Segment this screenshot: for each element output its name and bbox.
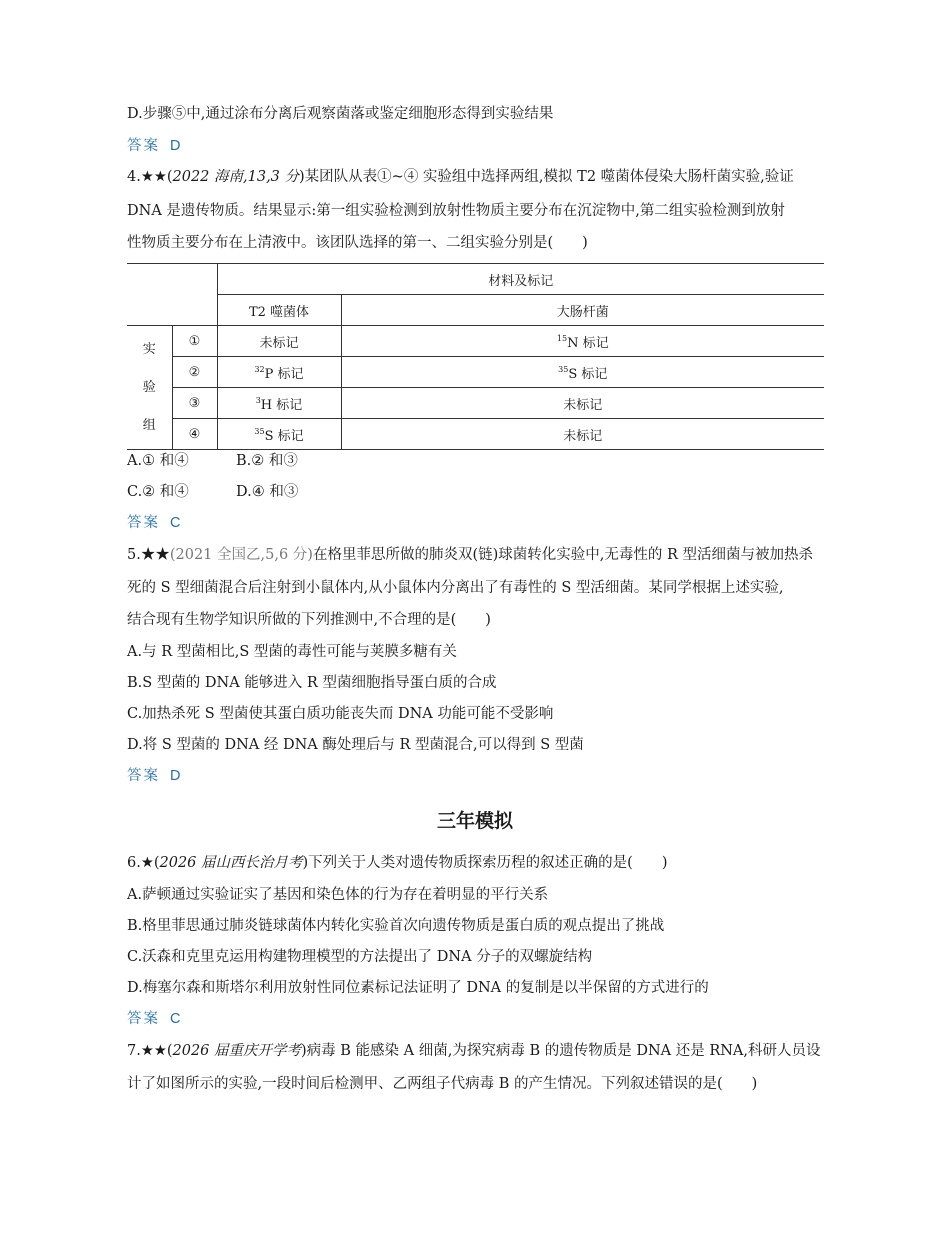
q6-stem-text: )下列关于人类对遗传物质探索历程的叙述正确的是( ) bbox=[302, 855, 668, 871]
q4-number: 4.★★( bbox=[127, 169, 173, 185]
ecoli-label: $^{15}$N 标记 bbox=[341, 326, 824, 357]
group-label-cell bbox=[127, 326, 172, 450]
phage-label: $^{32}$P 标记 bbox=[217, 357, 341, 388]
q4-source: 2022 海南,13,3 分 bbox=[172, 169, 300, 185]
table-row bbox=[127, 419, 824, 450]
answer-label: 答案 bbox=[127, 768, 160, 784]
answer-value: D bbox=[170, 768, 181, 784]
q7-stem-line1 bbox=[127, 1041, 821, 1061]
row-index: ④ bbox=[172, 419, 217, 450]
q7-stem-line2: 计了如图所示的实验,一段时间后检测甲、乙两组子代病毒 B 的产生情况。下列叙述错误的是( ) bbox=[127, 1076, 758, 1092]
q5-option-b: B.S 型菌的 DNA 能够进入 R 型菌细胞指导蛋白质的合成 bbox=[127, 675, 497, 691]
answer-label: 答案 bbox=[127, 138, 160, 154]
table-row bbox=[127, 357, 824, 388]
phage-label: $^3$H 标记 bbox=[217, 388, 341, 419]
phage-label: $^{35}$S 标记 bbox=[217, 419, 341, 450]
q5-stem-line1 bbox=[127, 545, 813, 565]
q7-source: 2026 届重庆开学考 bbox=[172, 1043, 302, 1059]
q7-stem-text: )病毒 B 能感染 A 细菌,为探究病毒 B 的遗传物质是 DNA 还是 RNA,科研人员设 bbox=[301, 1043, 821, 1059]
header-materials: 材料及标记 bbox=[217, 264, 824, 295]
q5-number: 5.★★ bbox=[127, 547, 170, 563]
q4-stem-line1 bbox=[127, 167, 794, 187]
ecoli-label: 未标记 bbox=[341, 388, 824, 419]
row-index: ② bbox=[172, 357, 217, 388]
answer-value: D bbox=[170, 138, 181, 154]
q5-stem-line2: 死的 S 型细菌混合后注射到小鼠体内,从小鼠体内分离出了有毒性的 S 型活细菌。某同学根据上述实验, bbox=[127, 580, 784, 596]
q6-option-d: D.梅塞尔森和斯塔尔利用放射性同位素标记法证明了 DNA 的复制是以半保留的方式进行的 bbox=[127, 980, 709, 996]
q5-option-a: A.与 R 型菌相比,S 型菌的毒性可能与荚膜多糖有关 bbox=[127, 644, 457, 660]
answer-label: 答案 bbox=[127, 1011, 160, 1027]
q6-answer bbox=[127, 1009, 180, 1029]
group-label-char: 验 bbox=[142, 379, 156, 395]
header-phage: T2 噬菌体 bbox=[217, 295, 341, 326]
q4-stem-line2: DNA 是遗传物质。结果显示:第一组实验检测到放射性物质主要分布在沉淀物中,第二组实验检测到放射 bbox=[127, 203, 785, 219]
q4-option-a: A.① 和④ bbox=[127, 453, 189, 469]
q4-option-d: D.④ 和③ bbox=[236, 484, 299, 500]
q5-option-c: C.加热杀死 S 型菌使其蛋白质功能丧失而 DNA 功能可能不受影响 bbox=[127, 706, 554, 722]
q6-source: 2026 届山西长治月考 bbox=[159, 855, 303, 871]
ecoli-label: $^{35}$S 标记 bbox=[341, 357, 824, 388]
experiment-table bbox=[127, 263, 824, 450]
q7-number: 7.★★( bbox=[127, 1043, 173, 1059]
table-corner-cell bbox=[127, 264, 217, 326]
q5-stem-text: 在格里菲思所做的肺炎双(链)球菌转化实验中,无毒性的 R 型活细菌与被加热杀 bbox=[312, 547, 814, 563]
q4-stem-line3: 性物质主要分布在上清液中。该团队选择的第一、二组实验分别是( ) bbox=[127, 235, 588, 251]
q6-number: 6.★( bbox=[127, 855, 160, 871]
q5-option-d: D.将 S 型菌的 DNA 经 DNA 酶处理后与 R 型菌混合,可以得到 S 型菌 bbox=[127, 737, 584, 753]
answer-value: C bbox=[170, 1011, 181, 1027]
header-ecoli: 大肠杆菌 bbox=[341, 295, 824, 326]
table-row bbox=[127, 326, 824, 357]
row-index: ① bbox=[172, 326, 217, 357]
q5-stem-line3: 结合现有生物学知识所做的下列推测中,不合理的是( ) bbox=[127, 612, 491, 628]
q4-answer bbox=[127, 513, 180, 533]
q5-answer bbox=[127, 766, 180, 786]
table-row bbox=[127, 388, 824, 419]
q6-option-c: C.沃森和克里克运用构建物理模型的方法提出了 DNA 分子的双螺旋结构 bbox=[127, 949, 593, 965]
section-title: 三年模拟 bbox=[436, 810, 513, 832]
table-subheader-row bbox=[127, 295, 824, 326]
group-label-char: 实 bbox=[142, 341, 156, 357]
phage-label: 未标记 bbox=[217, 326, 341, 357]
answer-value: C bbox=[170, 515, 181, 531]
q4-option-b: B.② 和③ bbox=[236, 453, 298, 469]
answer-label: 答案 bbox=[127, 515, 160, 531]
q3-answer bbox=[127, 136, 180, 156]
group-label-char: 组 bbox=[142, 417, 156, 433]
q6-option-a: A.萨顿通过实验证实了基因和染色体的行为存在着明显的平行关系 bbox=[127, 887, 549, 903]
row-index: ③ bbox=[172, 388, 217, 419]
q3-option-d: D.步骤⑤中,通过涂布分离后观察菌落或鉴定细胞形态得到实验结果 bbox=[127, 106, 554, 122]
table-header-row bbox=[127, 264, 824, 295]
q6-option-b: B.格里菲思通过肺炎链球菌体内转化实验首次向遗传物质是蛋白质的观点提出了挑战 bbox=[127, 918, 665, 934]
q4-stem-text: )某团队从表①~④ 实验组中选择两组,模拟 T2 噬菌体侵染大肠杆菌实验,验证 bbox=[299, 169, 794, 185]
q6-stem-line1 bbox=[127, 853, 667, 873]
q4-option-c: C.② 和④ bbox=[127, 484, 189, 500]
q5-source: (2021 全国乙,5,6 分) bbox=[169, 547, 313, 563]
ecoli-label: 未标记 bbox=[341, 419, 824, 450]
